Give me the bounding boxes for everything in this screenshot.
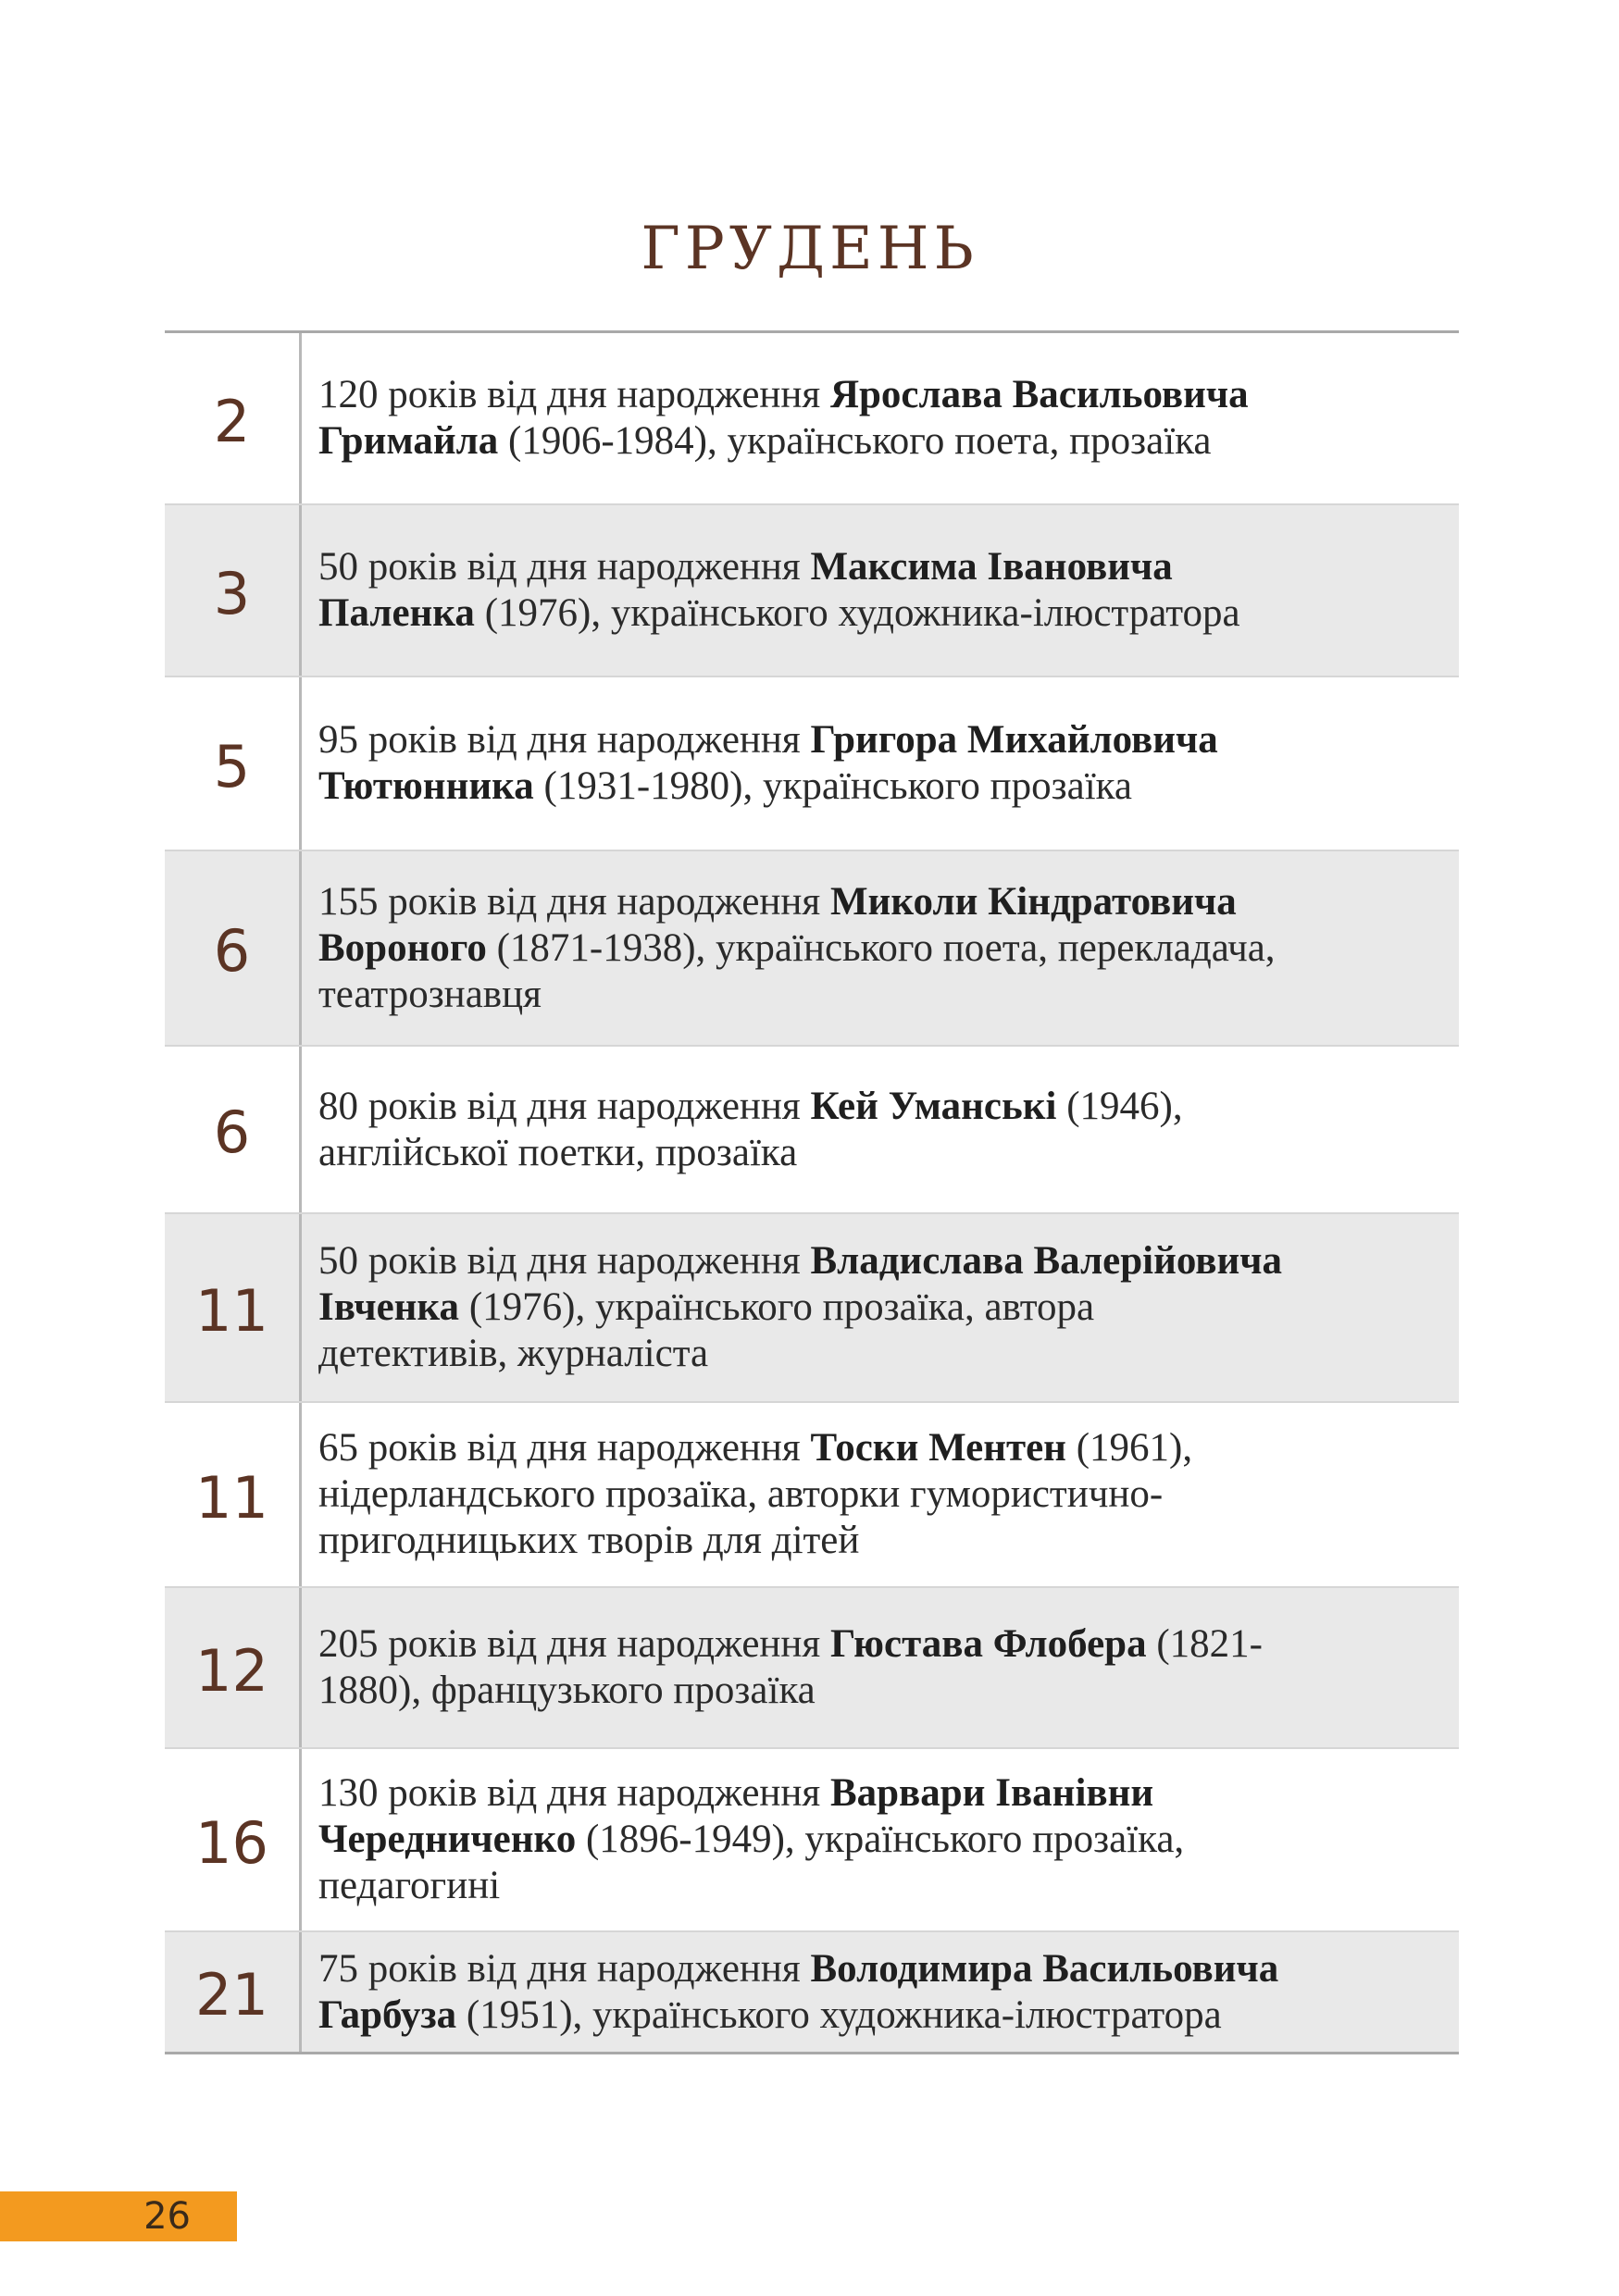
person-name: Кей Уманські bbox=[810, 1084, 1057, 1128]
table-row bbox=[165, 1212, 1459, 1401]
person-name: Гарбуза bbox=[318, 1992, 457, 2037]
entry-line: 65 років від дня народження Тоски Ментен (1961), bbox=[318, 1426, 1193, 1470]
person-name: Володимира Васильовича bbox=[810, 1946, 1279, 1991]
day-number: 2 bbox=[165, 333, 302, 503]
person-name: Паленка bbox=[318, 591, 475, 635]
entry-line: 75 років від дня народження Володимира Васильовича bbox=[318, 1946, 1279, 1991]
person-name: Вороного bbox=[318, 925, 487, 970]
entry-line: пригодницьких творів для дітей bbox=[318, 1519, 860, 1562]
person-name: Гримайла bbox=[318, 419, 499, 463]
entry-line: нідерландського прозаїка, авторки гумористично- bbox=[318, 1472, 1164, 1516]
day-number: 11 bbox=[165, 1214, 302, 1401]
entry-line: 155 років від дня народження Миколи Кіндратовича bbox=[318, 879, 1237, 924]
entry-line: 95 років від дня народження Григора Михайловича bbox=[318, 718, 1218, 762]
entry-line: Тютюнника (1931-1980), українського прозаїка bbox=[318, 764, 1132, 808]
entry-line: Івченка (1976), українського прозаїка, автора bbox=[318, 1285, 1095, 1329]
person-name: Ярослава Васильовича bbox=[829, 373, 1249, 416]
entry-line: Гарбуза (1951), українського художника-ілюстратора bbox=[318, 1992, 1222, 2037]
entry-line: театрознавця bbox=[318, 972, 542, 1016]
person-name: Івченка bbox=[318, 1285, 460, 1329]
entry-line: 130 років від дня народження Варвари Іванівни bbox=[318, 1771, 1154, 1815]
entry-line: 120 років від дня народження Ярослава Васильовича bbox=[318, 373, 1249, 416]
entry-text bbox=[302, 677, 1459, 850]
entry-text bbox=[302, 1403, 1459, 1586]
day-number: 6 bbox=[165, 1047, 302, 1212]
entry-line: 80 років від дня народження Кей Уманські (1946), bbox=[318, 1084, 1183, 1128]
table-row bbox=[165, 503, 1459, 676]
anniversary-table bbox=[165, 330, 1459, 2054]
person-name: Чередниченко bbox=[318, 1818, 577, 1861]
table-row bbox=[165, 1401, 1459, 1586]
person-name: Григора Михайловича bbox=[810, 718, 1218, 762]
entry-line: Чередниченко (1896-1949), українського прозаїка, bbox=[318, 1818, 1185, 1861]
person-name: Гюстава Флобера bbox=[829, 1622, 1147, 1666]
entry-line: педагогині bbox=[318, 1864, 501, 1907]
page-title: ГРУДЕНЬ bbox=[641, 215, 978, 283]
day-number: 12 bbox=[165, 1588, 302, 1747]
day-number: 3 bbox=[165, 505, 302, 676]
person-name: Максима Івановича bbox=[810, 545, 1173, 589]
person-name: Тоски Ментен bbox=[810, 1426, 1066, 1470]
entry-text bbox=[302, 333, 1459, 503]
day-number: 5 bbox=[165, 677, 302, 850]
table-row bbox=[165, 333, 1459, 503]
person-name: Миколи Кіндратовича bbox=[829, 879, 1237, 924]
entry-line: 205 років від дня народження Гюстава Флобера (1821- bbox=[318, 1622, 1263, 1666]
entry-line: Гримайла (1906-1984), українського поета, прозаїка bbox=[318, 419, 1212, 463]
entry-line: Паленка (1976), українського художника-ілюстратора bbox=[318, 591, 1240, 635]
entry-line: 50 років від дня народження Максима Івановича bbox=[318, 545, 1173, 589]
entry-text bbox=[302, 505, 1459, 676]
person-name: Варвари Іванівни bbox=[829, 1771, 1154, 1815]
table-row bbox=[165, 1930, 1459, 2052]
entry-line: Вороного (1871-1938), українського поета, перекладача, bbox=[318, 925, 1276, 970]
entry-text bbox=[302, 1214, 1459, 1401]
table-row bbox=[165, 850, 1459, 1045]
person-name: Владислава Валерійовича bbox=[810, 1239, 1283, 1283]
entry-text bbox=[302, 1932, 1459, 2052]
table-row bbox=[165, 1747, 1459, 1930]
entry-line: 50 років від дня народження Владислава Валерійовича bbox=[318, 1239, 1283, 1283]
entry-text bbox=[302, 851, 1459, 1045]
person-name: Тютюнника bbox=[318, 764, 534, 808]
table-row bbox=[165, 1586, 1459, 1747]
page-number: 26 bbox=[0, 2191, 237, 2241]
day-number: 21 bbox=[165, 1932, 302, 2052]
table-row bbox=[165, 1045, 1459, 1212]
day-number: 6 bbox=[165, 851, 302, 1045]
entry-line: 1880), французького прозаїка bbox=[318, 1669, 816, 1712]
entry-text bbox=[302, 1588, 1459, 1747]
day-number: 16 bbox=[165, 1749, 302, 1930]
entry-text bbox=[302, 1047, 1459, 1212]
day-number: 11 bbox=[165, 1403, 302, 1586]
entry-line: англійської поетки, прозаїка bbox=[318, 1130, 798, 1174]
table-row bbox=[165, 676, 1459, 850]
entry-line: детективів, журналіста bbox=[318, 1332, 709, 1375]
entry-text bbox=[302, 1749, 1459, 1930]
